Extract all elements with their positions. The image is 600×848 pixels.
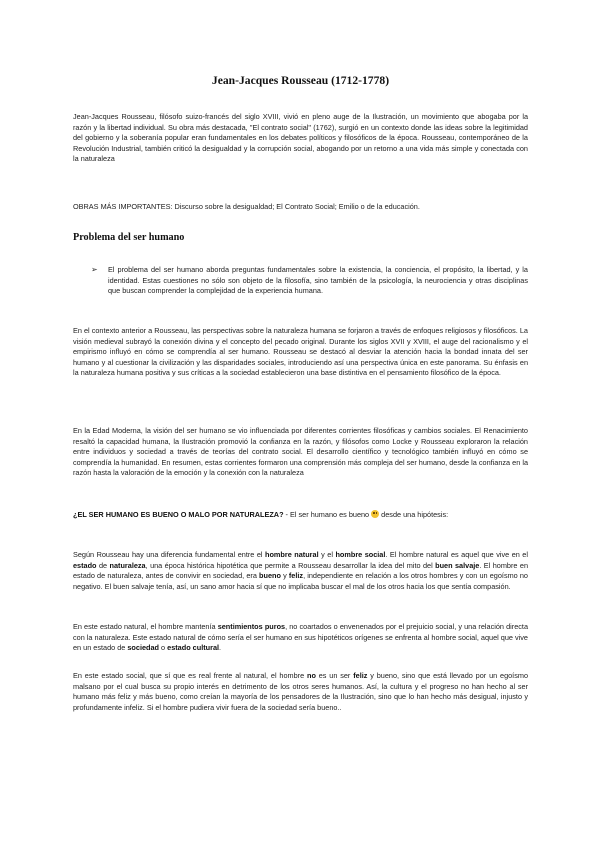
question-bold: ¿EL SER HUMANO ES BUENO O MALO POR NATURALEZA?: [73, 510, 284, 519]
arrow-bullet-icon: ➢: [91, 265, 98, 274]
page-title: Jean-Jacques Rousseau (1712-1778): [211, 74, 390, 87]
grinning-face-icon: [371, 510, 379, 518]
question-paragraph: ¿EL SER HUMANO ES BUENO O MALO POR NATURALEZA? - El ser humano es bueno desde una hipótesis:: [73, 510, 449, 519]
segun-paragraph: Según Rousseau hay una diferencia fundamental entre el hombre natural y el hombre social. El hombre natural es aquel que vive en el estado de naturaleza, una época histórica hipotética que permite a Rousseau desarrollar la idea del mito del buen salvaje. El hombre en estado de naturaleza, antes de convivir en sociedad, era bueno y feliz, independiente en relación a los otros hombres y con un egoísmo no negativo. El buen salvaje tenía, así, un sano amor hacia sí que no implicaba buscar el mal de los otros hacia los que sentía compasión.: [73, 550, 528, 591]
contexto-paragraph: En el contexto anterior a Rousseau, las perspectivas sobre la naturaleza humana se forjaron a través de enfoques religiosos y filosóficos. La visión medieval subrayó la conexión divina y el concepto del pecado original. Durante los siglos XVII y XVIII, el auge del racionalismo y el empirismo influyó en cómo se comprendía al ser humano. Rousseau se destacó al desviar la atención hacia la bondad innata del ser humano y al cuestionar la civilización y las disparidades sociales, introduciendo así una perspectiva única en este panorama. Su énfasis en la naturaleza humana positiva y sus críticas a la sociedad establecieron una base distintiva en el pensamiento filosófico de la época.: [73, 326, 528, 378]
moderna-paragraph: En la Edad Moderna, la visión del ser humano se vio influenciada por diferentes corrientes filosóficas y cambios sociales. El Renacimiento resaltó la capacidad humana, la Ilustración promovió la confianza en la razón, y filósofos como Locke y Rousseau exploraron la relación entre individuos y sociedad a través de teorías del contrato social. El desarrollo científico y tecnológico también influyó en cómo se comprendía la humanidad. En resumen, estas corrientes formaron una comprensión más compleja del ser humano, desde la confianza en la razón hasta la valoración de la emoción y la conexión con la naturaleza: [73, 426, 528, 478]
obras-paragraph: OBRAS MÁS IMPORTANTES: Discurso sobre la desigualdad; El Contrato Social; Emilio o de la educación.: [73, 202, 420, 211]
estado-natural-paragraph: En este estado natural, el hombre mantenía sentimientos puros, no coartados o envenenados por el prejuicio social, y una relación directa con la naturaleza. Este estado natural de cómo sería el ser humano en sus hipotéticos orígenes se enfrenta al hombre social, aquel que vive en un estado de sociedad o estado cultural.: [73, 622, 529, 653]
section-heading: Problema del ser humano: [73, 232, 185, 243]
bullet-text: El problema del ser humano aborda preguntas fundamentales sobre la existencia, la conciencia, el propósito, la libertad, y la identidad. Estas cuestiones no sólo son objeto de la filosofía, sino también de la psicología, la neurociencia y otras disciplinas que buscan comprender la complejidad de la experiencia humana.: [108, 265, 528, 296]
intro-paragraph: Jean-Jacques Rousseau, filósofo suizo-francés del siglo XVIII, vivió en pleno auge de la Ilustración, un movimiento que abogaba por la razón y la libertad individual. Su obra más destacada, "El contrato social" (1762), surgió en un contexto donde las ideas sobre la legitimidad del gobierno y la soberanía popular eran fundamentales en los debates políticos y filosóficos de la época. Rousseau, contemporáneo de la Revolución Industrial, también criticó la desigualdad y la corrupción social, abogando por un retorno a una vida más simple y conectada con la naturaleza: [73, 112, 528, 164]
estado-social-paragraph: En este estado social, que sí que es real frente al natural, el hombre no es un ser feliz y bueno, sino que está llevado por un egoísmo malsano por el cual busca su propio interés en detrimento de los otros seres humanos. Así, la cultura y el progreso no han hecho al ser humano más feliz y más bueno, como creían la mayoría de los pensadores de la Ilustración, sino que lo han hecho más desigual, injusto y profundamente infeliz. Si el hombre pudiera vivir fuera de la sociedad sería bueno..: [73, 671, 528, 712]
